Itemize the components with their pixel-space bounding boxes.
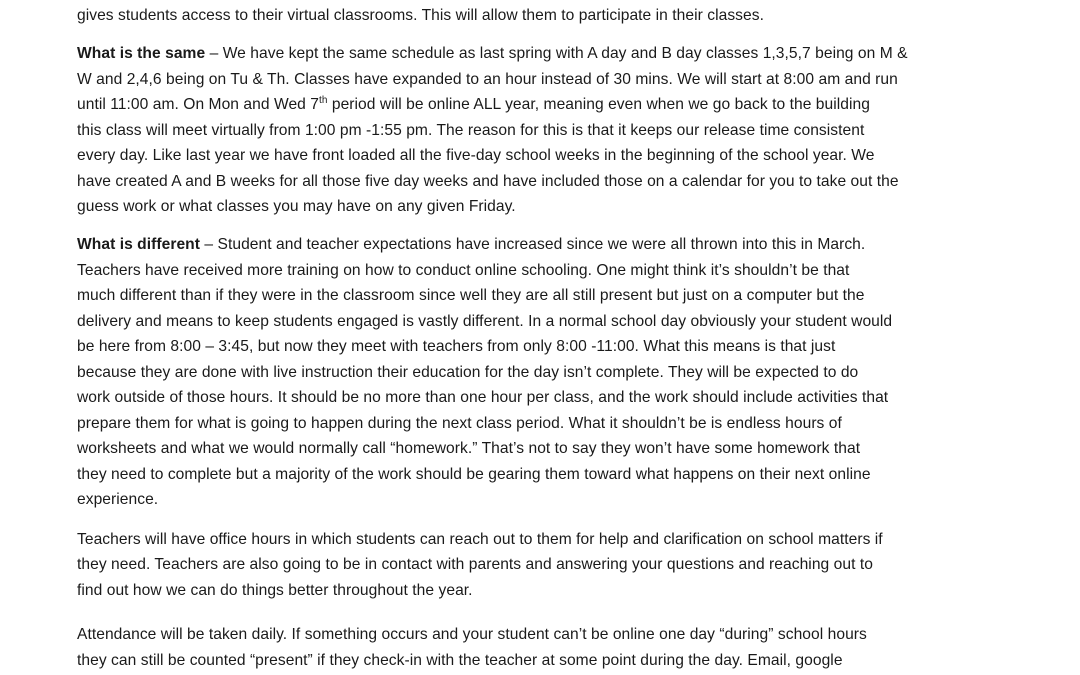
different-line: they need to complete but a majority of the work should be gearing them toward what happens on their next online (77, 466, 871, 483)
attendance-line: they can still be counted “present” if they check-in with the teacher at some point during the day. Email, google (77, 652, 843, 669)
seventh-superscript: th (319, 94, 328, 106)
same-line-rest: period will be online ALL year, meaning even when we go back to the building (327, 96, 870, 113)
same-first-text: We have kept the same schedule as last spring with A day and B day classes 1,3,5,7 being on M & (222, 45, 908, 62)
different-heading: What is different (77, 236, 201, 253)
different-dash: – (200, 236, 218, 253)
different-line: Teachers have received more training on how to conduct online schooling. One might think it’s shouldn’t be that (77, 262, 850, 279)
different-line: work outside of those hours. It should be no more than one hour per class, and the work should include activities that (77, 389, 889, 406)
same-heading: What is the same (77, 45, 206, 62)
office-hours-line: find out how we can do things better throughout the year. (77, 582, 473, 599)
same-line: have created A and B weeks for all those five day weeks and have included those on a calendar for you to take out the (77, 173, 899, 190)
office-hours-line: Teachers will have office hours in which students can reach out to them for help and clarification on school matters if (77, 531, 883, 548)
intro-line: gives students access to their virtual classrooms. This will allow them to participate in their classes. (77, 7, 764, 24)
different-line: worksheets and what we would normally call “homework.” That’s not to say they won’t have some homework that (77, 440, 861, 457)
same-line: W and 2,4,6 being on Tu & Th. Classes have expanded to an hour instead of 30 mins. We will start at 8:00 am and run (77, 71, 898, 88)
same-line: every day. Like last year we have front loaded all the five-day school weeks in the beginning of the school year. We (77, 147, 875, 164)
office-hours-line: they need. Teachers are also going to be in contact with parents and answering your questions and reaching out to (77, 556, 873, 573)
same-line (77, 96, 870, 114)
different-line: be here from 8:00 – 3:45, but now they meet with teachers from only 8:00 -11:00. What this means is that just (77, 338, 836, 355)
same-line: this class will meet virtually from 1:00 pm -1:55 pm. The reason for this is that it keeps our release time consistent (77, 122, 865, 139)
different-line: delivery and means to keep students engaged is vastly different. In a normal school day obviously your student would (77, 313, 893, 330)
attendance-line: Attendance will be taken daily. If something occurs and your student can’t be online one day “during” school hours (77, 626, 867, 643)
different-line: experience. (77, 491, 159, 508)
different-line: much different than if they were in the classroom since well they are all still present but just on a computer but the (77, 287, 865, 304)
different-paragraph-first-line (77, 236, 865, 254)
same-line: guess work or what classes you may have on any given Friday. (77, 198, 516, 215)
same-line-text: until 11:00 am. On Mon and Wed 7 (77, 96, 320, 113)
different-line: prepare them for what is going to happen during the next class period. What it shouldn’t be is endless hours of (77, 415, 842, 432)
different-line: because they are done with live instruction their education for the day isn’t complete. They will be expected to do (77, 364, 859, 381)
same-paragraph-first-line (77, 45, 908, 63)
same-dash: – (205, 45, 223, 62)
different-first-text: Student and teacher expectations have increased since we were all thrown into this in March. (217, 236, 866, 253)
